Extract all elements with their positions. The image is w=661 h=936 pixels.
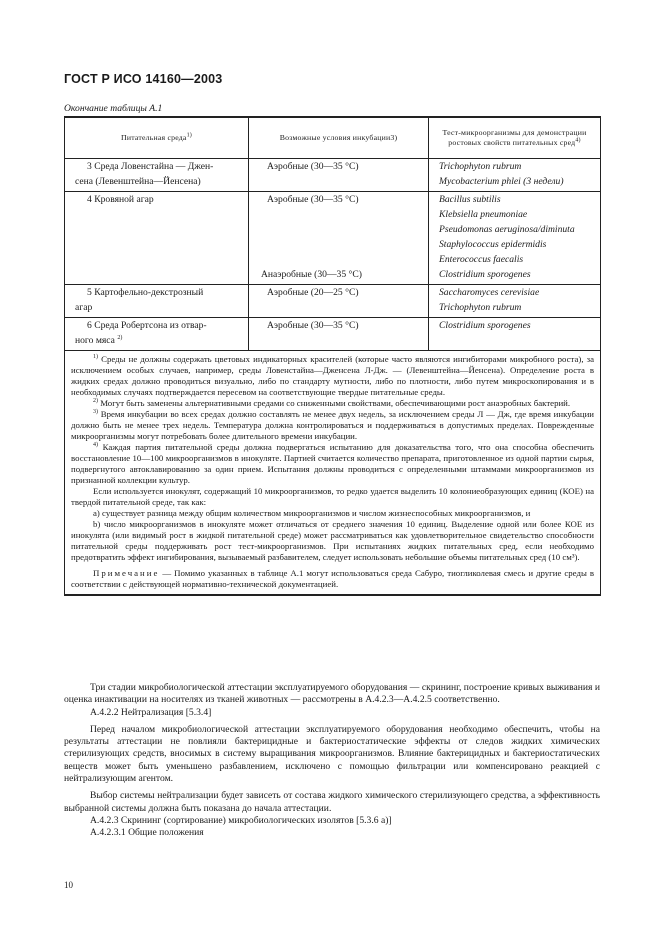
conditions-line: Аэробные (30—35 °С) <box>267 320 359 331</box>
footnote: $^{4)}$ Каждая партия питательной среды должна подвергаться испытанию для доказательства того, что она способна обеспечить восстановление 10—100 микроорганизмов в инокуляте. Партией считается количество препарата, приготовленное из одной партии сырья, подвергнутого автоклавированию за один прием. Испытания должны проводиться с определенными штаммами микроорганизмов из признанной коллекции культур. <box>71 442 594 485</box>
table-footnotes <box>65 351 601 596</box>
column-header-conditions: Возможные условия инкубации3) <box>249 117 429 159</box>
column-header-medium: Питательная среда$^{1)}$ <box>65 117 249 159</box>
paragraph: Три стадии микробиологической аттестации эксплуатируемого оборудования — скрининг, построение кривых выживания и оценка инактивации на носителях из тканей животных — рассмотрены в А.4.2.3—А.4.2.5 соответственно. <box>64 682 600 706</box>
medium-line: сена (Левенштейна—Йенсена) <box>75 176 201 187</box>
section-heading: А.4.2.2 Нейтрализация [5.3.4] <box>90 706 212 718</box>
footnote: $^{3)}$ Время инкубации во всех средах должно составлять не менее двух недель, за исключением среды Л — Дж, где время инкубации должно быть не менее трех недель. Температура должна контролироваться и поддерживаться в допустимых пределах. Поврежденные микроорганизмы могут потребовать более длительного времени инкубации. <box>71 409 595 441</box>
media-table <box>64 116 601 596</box>
inoculum-intro: Если используется инокулят, содержащий 10 микроорганизмов, то редко удается выделить 10 колониеобразующих единиц (КОЕ) на твердой питательной среде, так как: <box>71 486 594 507</box>
section-heading: А.4.2.3 Скрининг (сортирование) микробиологических изолятов [5.3.6 а)] <box>90 814 392 826</box>
table-row <box>65 192 601 285</box>
medium-line: 5 Картофельно-декстрозный <box>87 287 204 298</box>
column-header-microbes: Тест-микроорганизмы для демонстрации ростовых свойств питательных сред$^{4)}$ <box>429 117 601 159</box>
microbe-name: Staphylococcus epidermidis <box>439 239 547 250</box>
remark-label: Примечание <box>93 568 160 578</box>
microbe-name: Enterococcus faecalis <box>439 254 524 265</box>
paragraph: Перед началом микробиологической аттестации эксплуатируемого оборудования необходимо обеспечить, чтобы на результаты аттестации не повлияли бактерицидные и бактериостатические эффекты от следов жидких химических стерилизующих средств, вносимых в систему выращивания микроорганизмов. Влияние бактерицидных и бактериостатических веществ может быть уменьшено разбавлением, исключено с помощью фильтрации или компенсировано реакцией с нейтрализующим агентом. <box>64 723 600 785</box>
conditions-line: Аэробные (30—35 °С) <box>267 161 359 172</box>
microbes-cell <box>429 159 601 192</box>
page-number: 10 <box>64 880 73 890</box>
medium-line: агар <box>75 302 93 313</box>
conditions-cell <box>249 192 429 285</box>
footnote: $^{1)}$ Среды не должны содержать цветовых индикаторных красителей (которые часто являются ингибиторами микробного роста), за исключением особых случаев, например, среды Ловенстайна—Дженсена Л-Дж. — (Левенштейна—Йенсена). Определение роста в жидких средах должно проводиться визуально, либо по стандарту мутности, либо по плотности, либо путем микроскопирования и в необходимых случаях подтверждается пересевом на соответствующие твердые питательные среды. <box>71 354 594 397</box>
conditions-cell <box>249 318 429 351</box>
section-heading: А.4.2.3.1 Общие положения <box>90 827 204 839</box>
microbe-name: Saccharomyces cerevisiae <box>439 287 540 298</box>
table-notes-row <box>65 351 601 596</box>
document-header: ГОСТ Р ИСО 14160—2003 <box>64 72 223 86</box>
microbe-name: Pseudomonas aeruginosa/diminuta <box>439 224 575 235</box>
conditions-line: Аэробные (30—35 °С) <box>267 194 359 205</box>
microbes-cell <box>429 318 601 351</box>
microbe-name: Trichophyton rubrum <box>439 302 522 313</box>
medium-line: 6 Среда Робертсона из отвар- <box>87 320 207 331</box>
footnote: $^{2)}$ Могут быть заменены альтернативными средами со сниженными свойствами, обеспечивающими рост анаэробных бактерий. <box>93 398 571 408</box>
microbe-name: Trichophyton rubrum <box>439 161 522 172</box>
table-header-row <box>65 117 601 159</box>
table-caption: Окончание таблицы А.1 <box>64 103 163 114</box>
medium-line: ного мяса $^{2)}$ <box>75 334 123 346</box>
microbe-name: Mycobacterium phlei (3 недели) <box>439 176 564 187</box>
body-text <box>64 682 600 840</box>
table-remark <box>71 568 594 590</box>
conditions-cell <box>249 285 429 318</box>
microbe-name: Bacillus subtilis <box>439 194 501 205</box>
medium-line: 4 Кровяной агар <box>87 194 154 205</box>
table-row <box>65 159 601 192</box>
microbes-cell <box>429 285 601 318</box>
conditions-line: Аэробные (20—25 °С) <box>267 287 359 298</box>
paragraph: Выбор системы нейтрализации будет зависеть от состава жидкого химического стерилизующего средства, а эффективность выбранной системы должна быть показана до начала аттестации. <box>64 790 600 814</box>
remark-text: — Помимо указанных в таблице А.1 могут использоваться среда Сабуро, тиогликолевая смесь и другие среды в соответствии с действующей нормативно-технической документацией. <box>71 568 594 589</box>
medium-cell <box>65 192 249 285</box>
inoculum-point-b: b) число микроорганизмов в инокуляте может отличаться от среднего значения 10 единиц. Выделение одной или более КОЕ из инокулята (или видимый рост в жидкой питательной среде) может рассматриваться как удовлетворительное свидетельство способности питательной среды поддерживать рост тест-микроорганизмов. При испытаниях жидких питательных сред, если необходимо предотвратить эффект ингибирования, вызываемый разбавителем, следует использовать небольшие объемы питательных сред (10 см³). <box>71 519 594 562</box>
conditions-line: Анаэробные (30—35 °С) <box>261 269 362 280</box>
footnote-ref: 2) <box>117 334 123 341</box>
microbe-name: Clostridium sporogenes <box>439 269 531 280</box>
medium-cell <box>65 318 249 351</box>
medium-cell <box>65 159 249 192</box>
medium-line: 3 Среда Ловенстайна — Джен- <box>87 161 214 172</box>
microbe-name: Clostridium sporogenes <box>439 320 531 331</box>
microbe-name: Klebsiella pneumoniae <box>439 209 528 220</box>
table-row <box>65 318 601 351</box>
microbes-cell <box>429 192 601 285</box>
inoculum-point-a: а) существует разница между общим количеством микроорганизмов и числом жизнеспособных микроорганизмов, и <box>93 508 531 518</box>
medium-cell <box>65 285 249 318</box>
conditions-cell <box>249 159 429 192</box>
table-row <box>65 285 601 318</box>
